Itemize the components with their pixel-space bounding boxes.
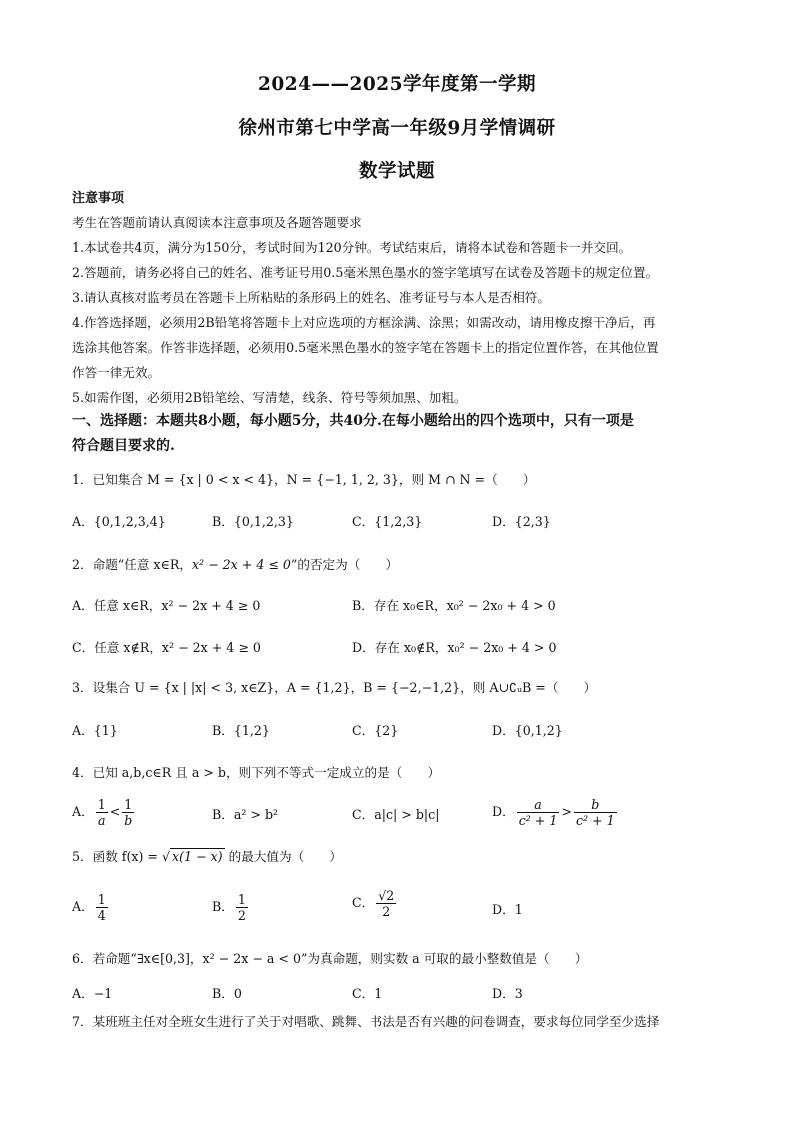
question-3-stem: 3．设集合 U = {x | |x| < 3, x∈Z}，A = {1,2}，B = {−2,−1,2}，则 A∪∁ᵤB =（ ） [72,680,597,695]
question-6-option-a: A．−1 [72,986,113,1001]
question-7-stem: 7．某班班主任对全班女生进行了关于对唱歌、跳舞、书法是否有兴趣的问卷调查，要求每位同学至少选择 [72,1014,660,1029]
question-5-stem-pre: 5．函数 f(x) = [72,849,162,864]
question-5-stem-post: 的最大值为（ ） [224,849,342,864]
question-2-stem [72,556,724,573]
question-1-option-b: B．{0,1,2,3} [212,514,294,529]
school-year-title: 2024——2025学年度第一学期 [258,74,536,95]
notice-item: 选涂其他答案。作答非选择题，必须用0.5毫米黑色墨水的签字笔在答题卡上的指定位置作答，在其他位置 [72,340,659,355]
notice-item: 2.答题前，请务必将自己的姓名、准考证号用0.5毫米黑色墨水的签字笔填写在试卷及答题卡的规定位置。 [72,265,659,280]
question-4-stem: 4．已知 a,b,c∈R 且 a > b，则下列不等式一定成立的是（ ） [72,765,441,780]
question-2-option-c: C．任意 x∉R，x² − 2x + 4 ≥ 0 [72,640,261,655]
question-3-option-d: D．{0,1,2} [492,723,563,738]
denominator: 2 [237,908,246,923]
option-label: D． [492,804,515,819]
radicand: x(1 − x) [171,849,223,864]
question-5-option-d: D．1 [492,902,523,917]
fraction [122,797,134,828]
question-3-option-a: A．{1} [72,723,118,738]
question-1-option-a: A．{0,1,2,3,4} [72,514,166,529]
question-4-option-c: C．a|c| > b|c| [352,807,440,822]
notice-item: 5.如需作图，必须用2B铅笔绘、写清楚，线条、符号等须加黑、加粗。 [72,390,467,405]
fraction [96,797,108,828]
numerator: a [517,797,560,813]
numerator: b [574,797,617,813]
question-2-option-a: A．任意 x∈R，x² − 2x + 4 ≥ 0 [72,598,261,613]
question-5-option-c [352,888,398,919]
notice-item: 1.本试卷共4页，满分为150分，考试时间为120分钟。考试结束后，请将本试卷和答题卡一并交回。 [72,240,632,255]
question-4-option-d [492,797,619,828]
question-1-stem: 1．已知集合 M = {x | 0 < x < 4}，N = {−1, 1, 2, 3}，则 M ∩ N =（ ） [72,472,536,487]
question-4-option-a [72,797,136,828]
exam-title: 徐州市第七中学高一年级9月学情调研 [238,118,556,139]
section-heading: 一、选择题：本题共8小题，每小题5分，共40分.在每小题给出的四个选项中，只有一项是 [72,413,634,429]
numerator: 1 [237,892,246,907]
fraction [517,797,560,828]
denominator: b [124,813,133,828]
question-6-option-b: B．0 [212,986,242,1001]
question-3-option-c: C．{2} [352,723,399,738]
subject-title: 数学试题 [358,161,435,182]
denominator: c² + 1 [518,813,558,828]
denominator: 2 [382,904,391,919]
fraction [236,892,248,923]
question-6-stem: 6．若命题“∃x∈[0,3]，x² − 2x − a < 0”为真命题，则实数 a 可取的最小整数值是（ ） [72,951,588,966]
question-2-option-b: B．存在 x₀∈R，x₀² − 2x₀ + 4 > 0 [352,598,556,613]
question-4-option-b: B．a² > b² [212,807,279,822]
question-2-stem-pre: 2．命题“任意 x∈R， [72,557,192,572]
notice-item: 3.请认真核对监考员在答题卡上所粘贴的条形码上的姓名、准考证号与本人是否相符。 [72,290,550,305]
question-5-option-a [72,892,110,923]
numerator: √2 [378,888,395,903]
fraction [96,892,108,923]
fraction [376,888,396,919]
notice-item: 4.作答选择题，必须用2B铅笔将答题卡上对应选项的方框涂满、涂黑；如需改动，请用橡皮擦干净后，再 [72,315,656,330]
numerator: 1 [97,797,106,812]
denominator: 4 [97,908,106,923]
question-1-option-d: D．{2,3} [492,514,551,529]
question-5-option-b [212,892,250,923]
notice-heading: 注意事项 [72,191,125,206]
denominator: c² + 1 [575,813,615,828]
question-6-option-c: C．1 [352,986,383,1001]
operator: < [109,804,121,819]
question-2-stem-post: ”的否定为（ ） [290,557,399,572]
question-1-option-c: C．{1,2,3} [352,514,423,529]
notice-item: 作答一律无效。 [72,365,161,380]
sqrt-sign: √ [161,849,170,864]
notice-intro: 考生在答题前请认真阅读本注意事项及各题答题要求 [72,215,362,230]
numerator: 1 [122,797,134,813]
question-3-option-b: B．{1,2} [212,723,270,738]
option-label: A． [72,899,94,914]
numerator: 1 [97,892,106,907]
fraction [574,797,617,828]
option-label: C． [352,895,375,910]
operator: > [561,804,572,819]
option-label: A． [72,804,94,819]
question-5-stem [72,848,724,865]
option-label: B． [212,899,234,914]
question-2-option-d: D．存在 x₀∉R，x₀² − 2x₀ + 4 > 0 [352,640,557,655]
section-heading-cont: 符合题目要求的. [72,438,175,454]
question-2-stem-expr: x² − 2x + 4 ≤ 0 [191,557,291,572]
denominator: a [97,813,106,828]
question-6-option-d: D．3 [492,986,523,1001]
